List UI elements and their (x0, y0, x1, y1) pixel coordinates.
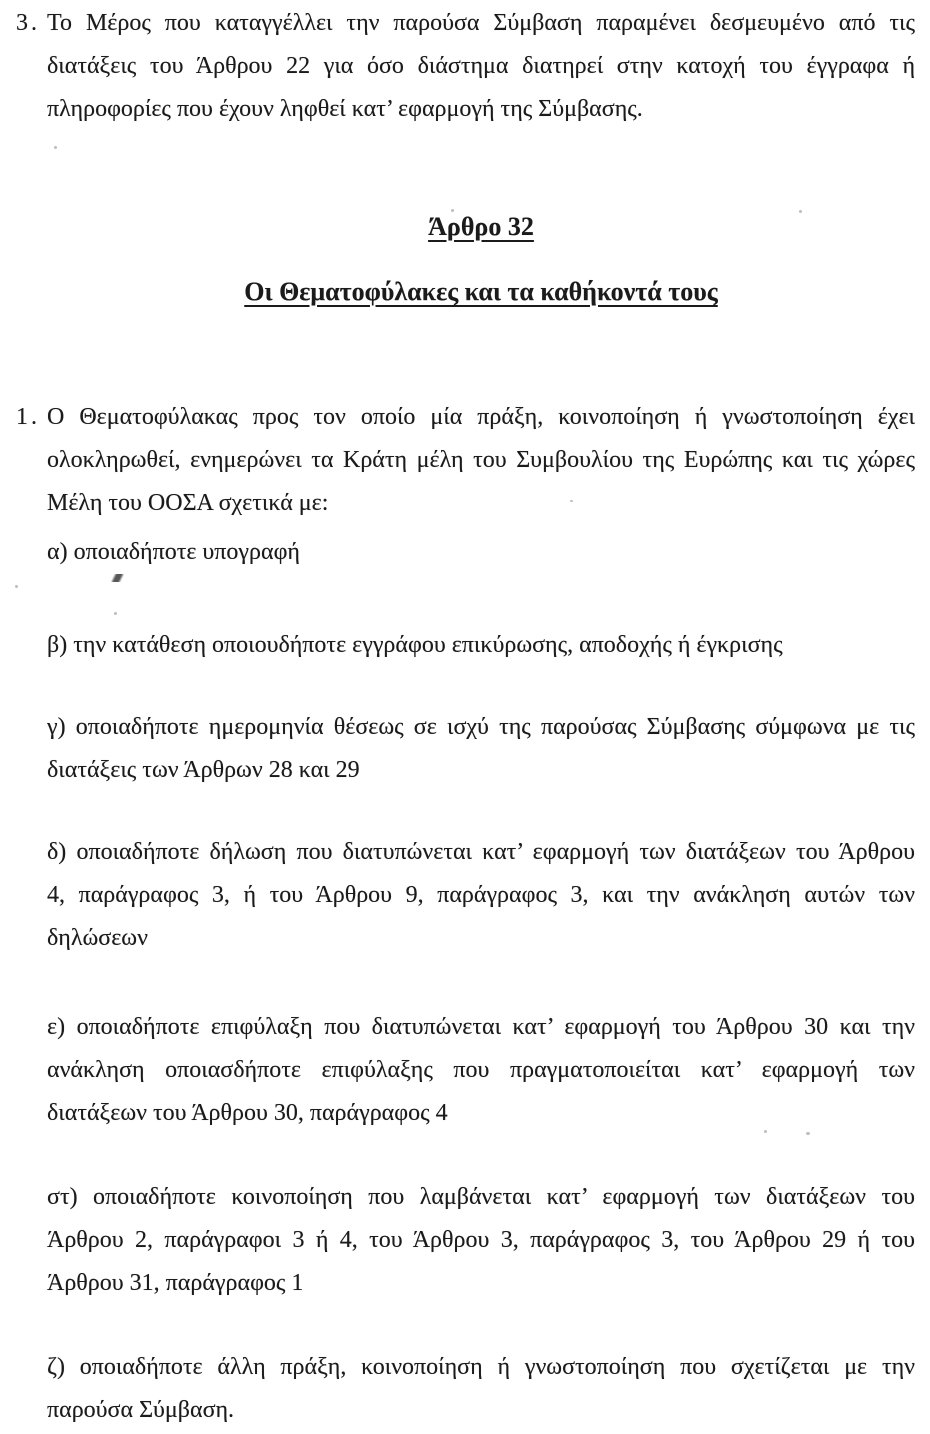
item-text: οποιαδήποτε κοινοποίηση που λαμβάνεται κατ’ εφαρμογή των διατάξεων του (93, 1184, 915, 1210)
scan-speck (764, 1130, 767, 1133)
item-marker: δ) (47, 839, 67, 865)
item-marker: β) (47, 632, 68, 658)
text-line (47, 831, 915, 874)
item-text: οποιαδήποτε άλλη πράξη, κοινοποίηση ή γνωστοποίηση που σχετίζεται με την (79, 1354, 916, 1380)
text-line: διατάξεις του Άρθρου 22 για όσο διάστημα διατηρεί στην κατοχή του έγγραφα ή (47, 53, 915, 79)
scan-speck (451, 209, 454, 212)
item-text: οποιαδήποτε ημερομηνία θέσεως σε ισχύ της παρούσας Σύμβασης σύμφωνα με τις (75, 714, 916, 740)
text-line: ανάκληση οποιασδήποτε επιφύλαξης που πραγματοποιείται κατ’ εφαρμογή των (47, 1057, 915, 1083)
item-sigma-tau (47, 1176, 915, 1305)
text-line: πληροφορίες που έχουν ληφθεί κατ’ εφαρμογή της Σύμβασης. (47, 96, 643, 122)
item-text: οποιαδήποτε υπογραφή (73, 539, 300, 565)
item-marker: α) (47, 539, 68, 565)
text-line: Μέλη του ΟΟΣΑ σχετικά με: (47, 490, 329, 516)
text-line: παρούσα Σύμβαση. (47, 1397, 235, 1423)
paragraph-1 (16, 396, 915, 525)
item-marker: γ) (47, 714, 66, 740)
item-gamma (47, 706, 915, 792)
item-zeta (47, 1346, 915, 1432)
item-text: οποιαδήποτε δήλωση που διατυπώνεται κατ’ εφαρμογή των διατάξεων του Άρθρου (76, 839, 915, 865)
scan-speck (806, 1132, 810, 1135)
text-line: διατάξεις των Άρθρων 28 και 29 (47, 757, 360, 783)
scan-speck (15, 585, 18, 588)
paragraph-number: 1. (16, 404, 40, 430)
text-line: Το Μέρος που καταγγέλλει την παρούσα Σύμβαση παραμένει δεσμευμένο από τις (47, 10, 915, 36)
scan-speck (114, 612, 117, 615)
scan-speck (799, 210, 802, 213)
text-line: ολοκληρωθεί, ενημερώνει τα Κράτη μέλη του Συμβουλίου της Ευρώπης και τις χώρες (47, 447, 915, 473)
text-line (47, 531, 915, 574)
item-alpha (47, 531, 915, 574)
scan-speck (54, 146, 57, 149)
text-line (47, 706, 915, 749)
item-marker: στ) (47, 1184, 78, 1210)
item-marker: ε) (47, 1014, 66, 1040)
item-delta (47, 831, 915, 960)
text-line: Άρθρου 2, παράγραφοι 3 ή 4, του Άρθρου 3, παράγραφος 3, του Άρθρου 29 ή του (47, 1227, 915, 1253)
text-line: Ο Θεματοφύλακας προς τον οποίο μία πράξη, κοινοποίηση ή γνωστοποίηση έχει (47, 404, 915, 430)
article-title: Άρθρο 32 (428, 212, 534, 241)
text-line: 4, παράγραφος 3, ή του Άρθρου 9, παράγραφος 3, και την ανάκληση αυτών των (47, 882, 915, 908)
paragraph-3 (16, 2, 915, 131)
text-line: διατάξεων του Άρθρου 30, παράγραφος 4 (47, 1100, 448, 1126)
text-line (47, 1346, 915, 1389)
text-line (47, 624, 915, 667)
text-line: δηλώσεων (47, 925, 148, 951)
text-line (47, 1006, 915, 1049)
item-beta (47, 624, 915, 667)
paragraph-number: 3. (16, 10, 40, 36)
article-subtitle: Οι Θεματοφύλακες και τα καθήκοντά τους (244, 277, 718, 306)
item-text: την κατάθεση οποιουδήποτε εγγράφου επικύρωσης, αποδοχής ή έγκρισης (73, 632, 783, 658)
item-epsilon (47, 1006, 915, 1135)
ink-smudge-artifact (110, 574, 125, 582)
scan-speck (570, 500, 573, 502)
text-line: Άρθρου 31, παράγραφος 1 (47, 1270, 304, 1296)
item-marker: ζ) (47, 1354, 65, 1380)
item-text: οποιαδήποτε επιφύλαξη που διατυπώνεται κατ’ εφαρμογή του Άρθρου 30 και την (76, 1014, 916, 1040)
text-line (47, 1176, 915, 1219)
